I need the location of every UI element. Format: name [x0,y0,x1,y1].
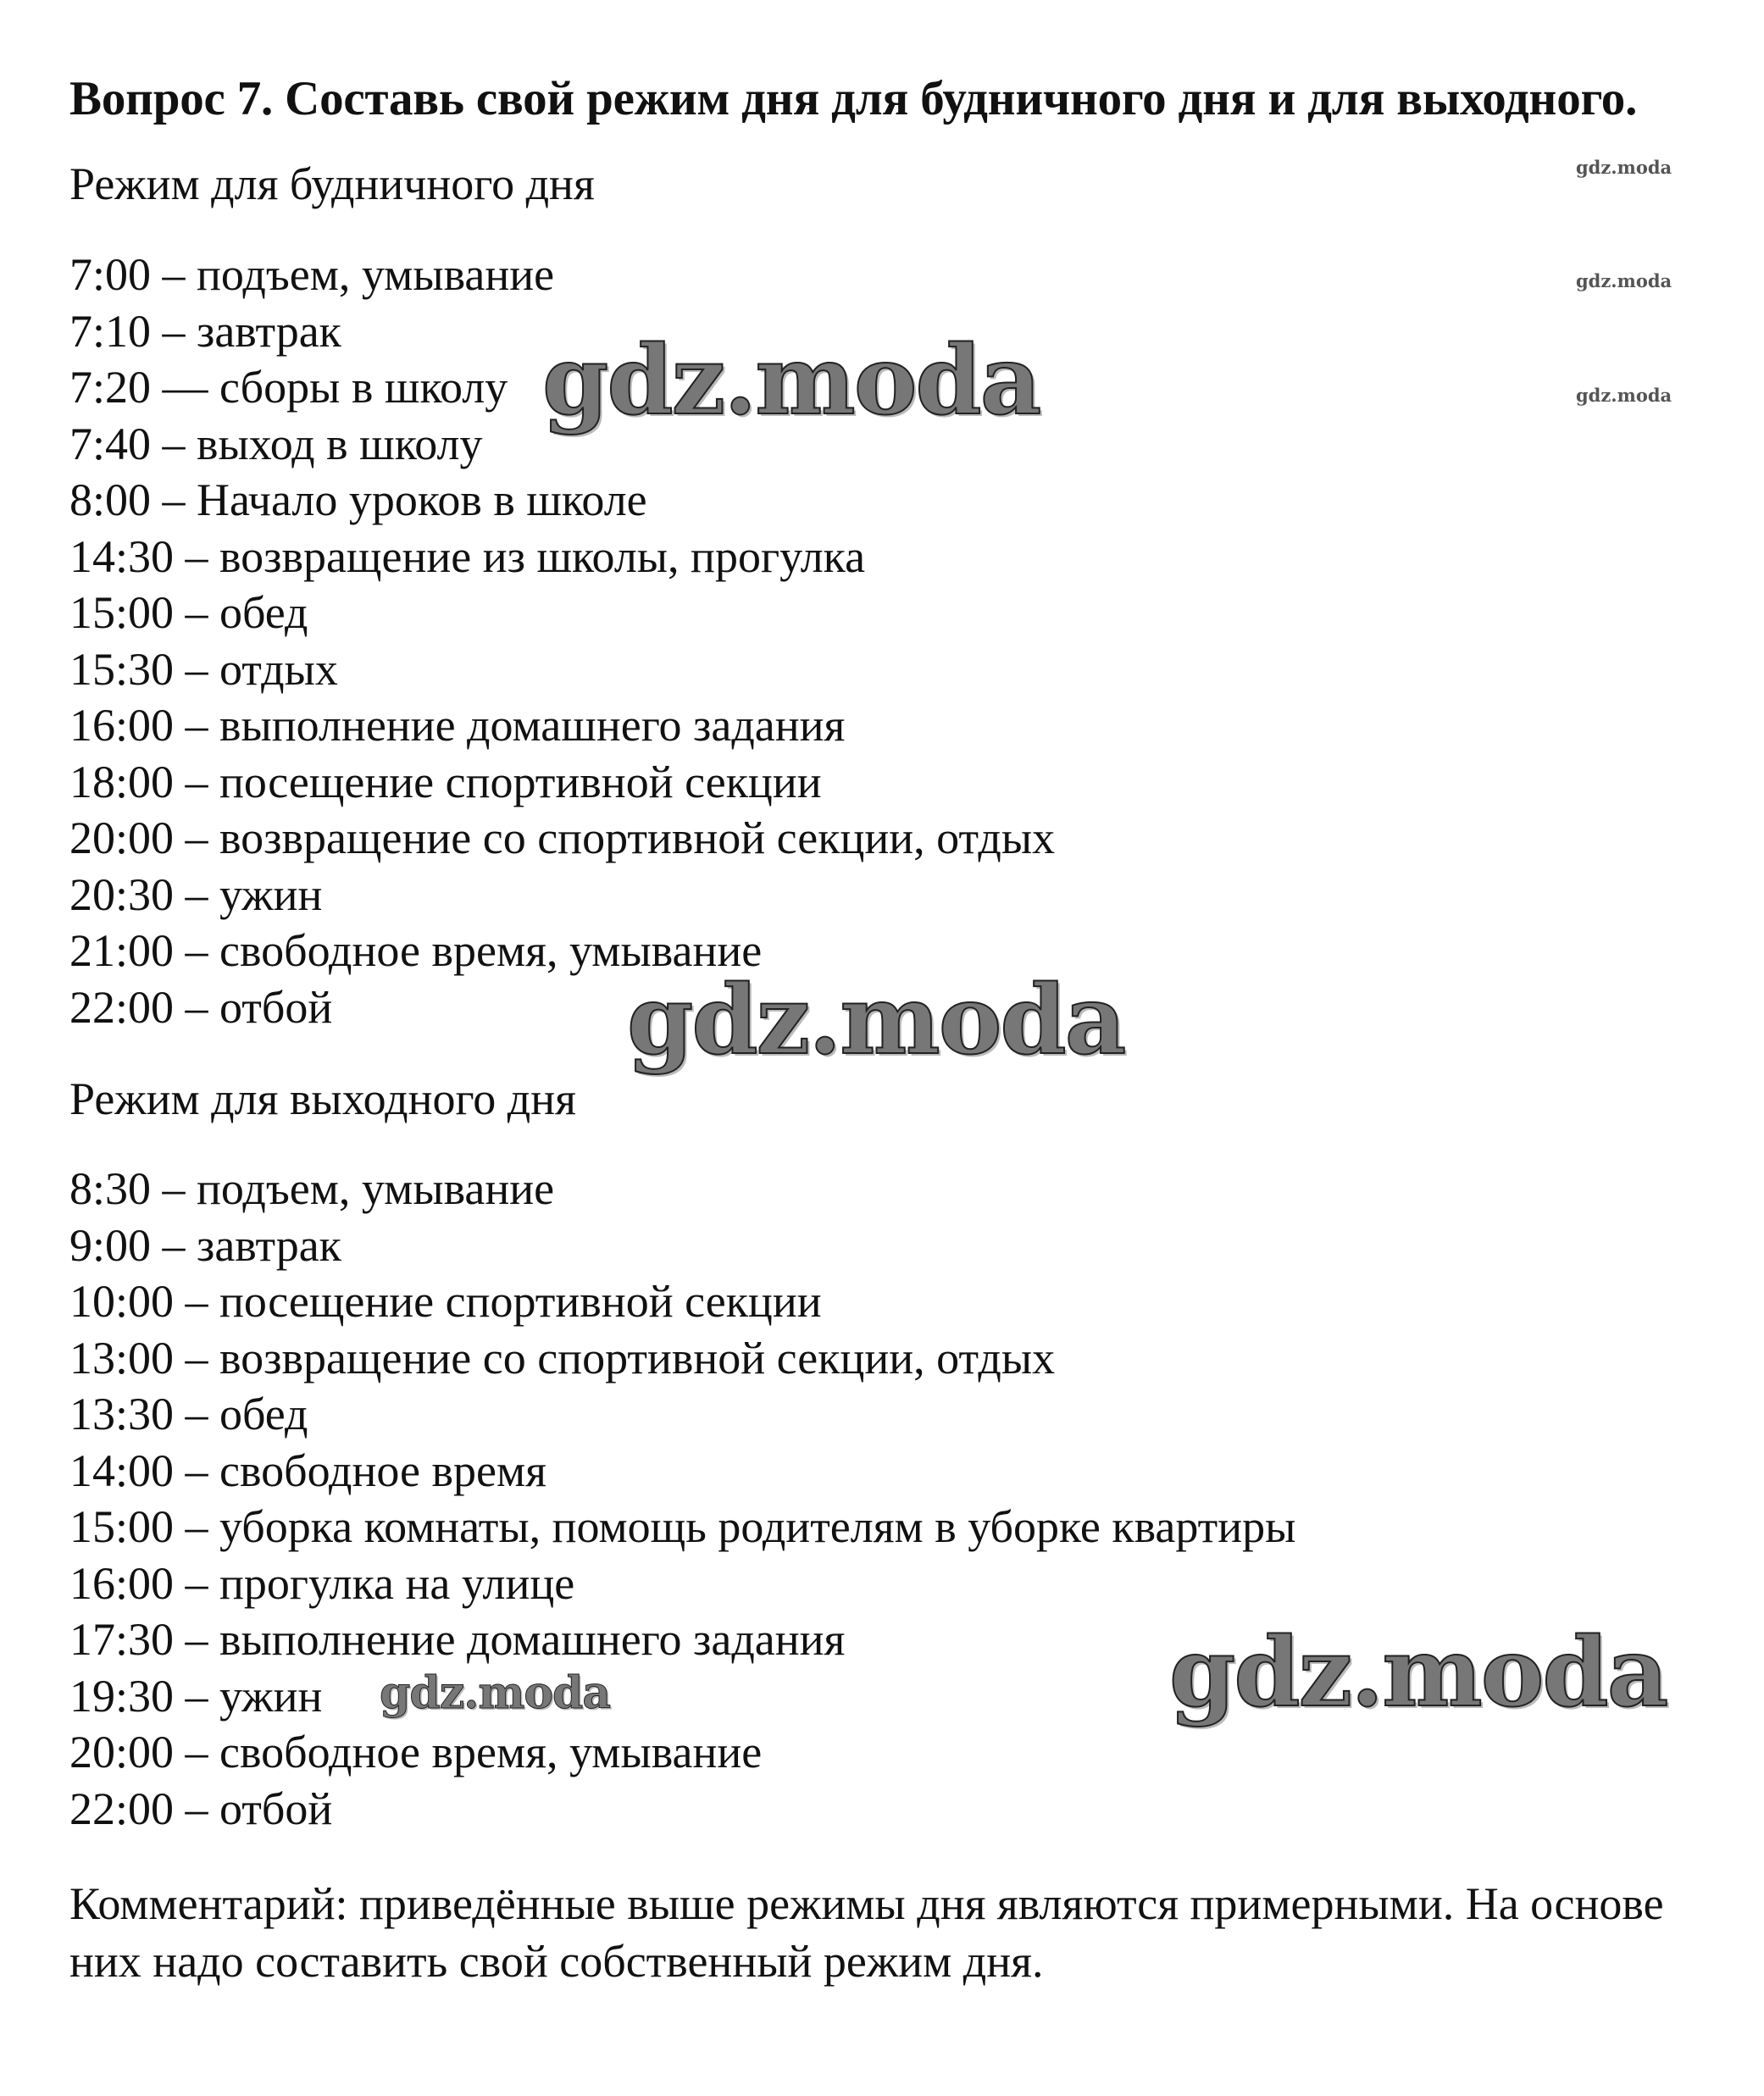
list-item: 7:10 – завтрак [69,305,341,357]
list-item: 20:00 – свободное время, умывание [69,1727,763,1777]
list-item: 20:00 – возвращение со спортивной секции, отдых [69,812,1056,863]
watermark: gdz.moda [1576,157,1672,178]
watermark: gdz.moda [1169,1617,1667,1728]
watermark: gdz.moda [1576,385,1672,406]
watermark: gdz.moda [627,965,1125,1076]
list-item: 16:00 – выполнение домашнего задания [69,700,846,751]
list-item: 9:00 – завтрак [69,1219,341,1271]
watermark: gdz.moda [542,325,1040,436]
list-item: 21:00 – свободное время, умывание [69,925,763,976]
list-item: 13:00 – возвращение со спортивной секции, отдых [69,1332,1056,1383]
list-item: 17:30 – выполнение домашнего задания [69,1614,846,1665]
list-item: 14:30 – возвращение из школы, прогулка [69,530,866,582]
weekday-heading: Режим для будничного дня [69,158,595,209]
list-item: 20:30 – ужин [69,868,323,920]
weekend-schedule [69,1161,1295,1837]
list-item: 7:00 – подъем, умывание [69,249,555,300]
watermark: gdz.moda [380,1667,611,1719]
list-item: 22:00 – отбой [69,1783,333,1834]
list-item: 8:00 – Начало уроков в школе [69,474,647,525]
list-item: 7:40 – выход в школу [69,418,483,469]
list-item: 10:00 – посещение спортивной секции [69,1276,822,1327]
list-item: 18:00 – посещение спортивной секции [69,756,822,807]
weekend-heading: Режим для выходного дня [69,1073,576,1124]
list-item: 15:00 – уборка комнаты, помощь родителям в уборке квартиры [69,1501,1296,1552]
list-item: 7:20 — сборы в школу [69,362,508,413]
watermark: gdz.moda [1576,270,1672,291]
comment-paragraph: Комментарий: приведённые выше режимы дня являются примерными. На основе них надо составить свой собственный режим дня. [69,1878,1664,1987]
question-title: Вопрос 7. Составь свой режим дня для будничного дня и для выходного. [69,72,1638,125]
list-item: 13:30 – обед [69,1389,308,1439]
list-item: 19:30 – ужин [69,1670,323,1722]
list-item: 14:00 – свободное время [69,1444,546,1496]
list-item: 16:00 – прогулка на улице [69,1557,575,1609]
list-item: 8:30 – подъем, умывание [69,1163,555,1214]
list-item: 22:00 – отбой [69,981,333,1033]
list-item: 15:00 – обед [69,587,308,638]
list-item: 15:30 – отдых [69,643,338,695]
